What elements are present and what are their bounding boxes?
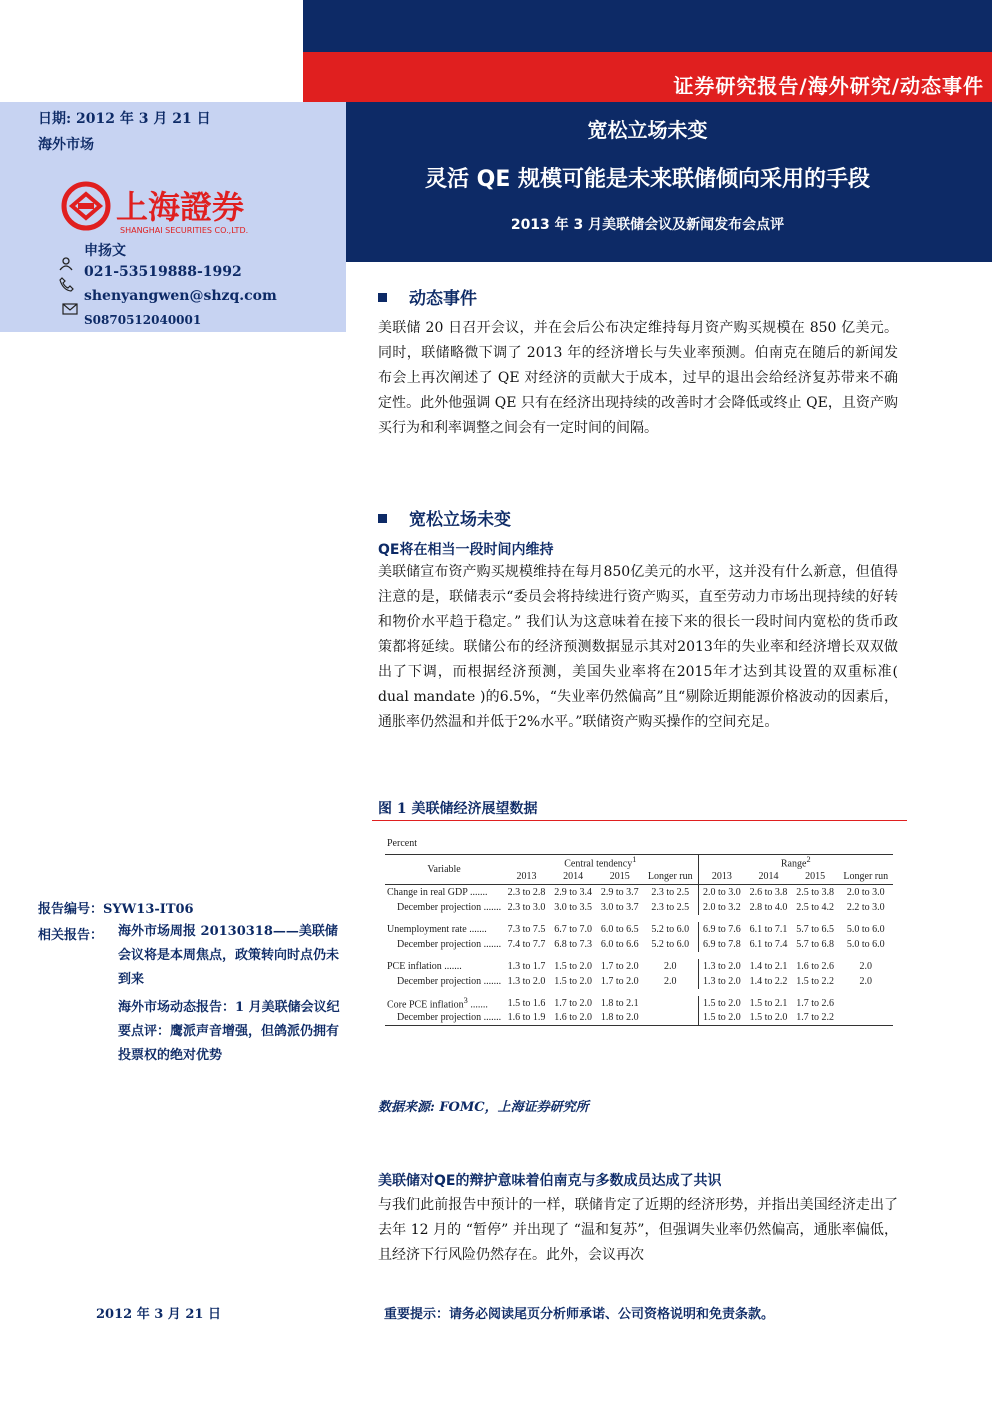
analyst-certificate: S0870512040001: [84, 313, 202, 327]
bullet-square-icon: [378, 514, 387, 523]
row-label: December projection .......: [397, 901, 502, 913]
header-category-band: [303, 52, 992, 102]
report-category: 证券研究报告/海外研究/动态事件: [673, 74, 984, 98]
table-cell: 1.7 to 2.6: [796, 997, 835, 1009]
table-cell: 1.7 to 2.0: [554, 997, 592, 1009]
table-cell: 1.7 to 2.0: [600, 975, 639, 987]
table-column-header: Longer run: [643, 870, 698, 885]
central-tendency-header: Central tendency$^1$: [503, 855, 698, 870]
table-unit-label: Percent: [387, 838, 417, 849]
table-cell: 6.0 to 6.6: [600, 938, 639, 950]
figure-title: 图 1 美联储经济展望数据: [378, 801, 538, 817]
table-cell: 1.7 to 2.2: [792, 1011, 839, 1026]
table-row: [385, 996, 893, 1011]
table-cell: 5.7 to 6.8: [796, 938, 835, 950]
table-cell: 2.9 to 3.7: [600, 886, 639, 898]
table-cell: 1.8 to 2.0: [596, 1011, 643, 1026]
table-row: [385, 900, 893, 915]
table-cell: 1.7 to 2.0: [600, 960, 639, 972]
table-cell: 6.1 to 7.4: [749, 938, 788, 950]
table-column-header: 2015: [792, 870, 839, 885]
table-cell: 3.0 to 3.7: [600, 901, 639, 913]
row-label: Unemployment rate .......: [387, 923, 487, 935]
table-row: [385, 974, 893, 989]
table-cell: 2.3 to 2.8: [507, 886, 546, 898]
table-cell: 6.7 to 7.0: [554, 923, 592, 935]
section-heading-stance: 宽松立场未变: [378, 505, 511, 530]
report-subtitle: 灵活 QE 规模可能是未来联储倾向采用的手段: [424, 167, 871, 192]
section-event-body: 美联储 20 日召开会议，并在会后公布决定维持每月资产购买规模在 850 亿美元。同时，联储略微下调了 2013 年的经济增长与失业率预测。伯南克在随后的新闻发布会上再次阐述了 QE 对经济的贡献大于成本，过早的退出会给经济复苏带来不确定性。此外他强调 QE 只有在经济出现持续的改善时才会降低或终止 QE，且资产购买行为和利率调整之间会有一定时间的间隔。: [378, 320, 898, 436]
table-cell: 2.0: [664, 960, 677, 972]
section-stance-body: 美联储宣布资产购买规模维持在每月850亿美元的水平，这并没有什么新意，但值得注意的是，联储表示“委员会将持续进行资产购买，直至劳动力市场出现持续的好转和物价水平趋于稳定。” 我们认为这意味着在接下来的很长一段时间内宽松的货币政策都将延续。联储公布的经济预测数据显示其对2013年的失业率和经济增长双双做出了下调，而根据经济预测，美国失业率将在2015年才达到其设置的双重标准( dual mandate )的6.5%，“失业率仍然偏高”且“剔除近期能源价格波动的因素后，通胀率仍然温和并低于2%水平。”联储资产购买操作的空间充足。: [378, 564, 898, 730]
company-logo: [58, 180, 298, 240]
row-label: December projection .......: [385, 1011, 503, 1026]
table-cell: 2.9 to 3.4: [554, 886, 592, 898]
table-cell: 5.0 to 6.0: [846, 938, 885, 950]
bullet-square-icon: [378, 293, 387, 302]
table-cell: 1.5 to 2.0: [745, 1011, 792, 1026]
variable-header: Variable: [385, 855, 503, 885]
table-cell: 6.9 to 7.6: [698, 922, 745, 937]
header-top-band: [303, 0, 992, 52]
table-cell: 1.5 to 2.0: [698, 996, 745, 1011]
section-heading-event: 动态事件: [378, 284, 477, 309]
table-cell: 1.8 to 2.1: [600, 997, 639, 1009]
analyst-phone: 021-53519888-1992: [84, 264, 242, 280]
table-cell: 6.1 to 7.1: [749, 923, 788, 935]
row-label: PCE inflation .......: [387, 960, 462, 972]
table-cell: 1.5 to 2.0: [554, 960, 592, 972]
table-row: [385, 1011, 893, 1026]
table-row: [385, 922, 893, 937]
related-report-link[interactable]: 海外市场周报 20130318——美联储会议将是本周焦点，政策转向时点仍未到来: [118, 924, 340, 987]
table-cell: 1.4 to 2.2: [749, 975, 788, 987]
table-column-header: 2015: [596, 870, 643, 885]
analyst-email[interactable]: shenyangwen@shzq.com: [84, 288, 277, 304]
table-cell: 1.5 to 2.0: [554, 975, 592, 987]
mail-icon: [62, 300, 78, 312]
table-cell: 6.9 to 7.8: [698, 937, 745, 952]
table-cell: 1.6 to 2.6: [796, 960, 835, 972]
phone-icon: [58, 276, 74, 292]
table-cell: [839, 1011, 894, 1026]
table-cell: 6.8 to 7.3: [554, 938, 592, 950]
section-consensus-body: 与我们此前报告中预计的一样，联储肯定了近期的经济形势，并指出美国经济走出了去年 12 月的 “暂停” 并出现了 “温和复苏”，但强调失业率仍然偏高，通胀率偏低，且经济下行风险仍然存在。此外，会议再次: [378, 1197, 898, 1263]
market-label: 海外市场: [38, 137, 94, 153]
person-icon: [58, 256, 74, 270]
table-cell: 2.0: [859, 960, 872, 972]
table-cell: 1.6 to 2.0: [550, 1011, 597, 1026]
figure-divider: [372, 820, 907, 821]
table-cell: [643, 1011, 698, 1026]
table-column-header: 2013: [503, 870, 550, 885]
report-date: 日期: 2012 年 3 月 21 日: [38, 111, 211, 127]
table-cell: 1.5 to 2.0: [698, 1011, 745, 1026]
table-column-header: 2014: [550, 870, 597, 885]
table-cell: 1.5 to 2.2: [796, 975, 835, 987]
subheading-qe: QE将在相当一段时间内维持: [378, 542, 554, 558]
table-cell: 7.3 to 7.5: [507, 923, 546, 935]
related-report-link[interactable]: 海外市场动态报告：1 月美联储会议纪要点评：鹰派声音增强，但鸽派仍拥有投票权的绝对优势: [118, 1000, 340, 1063]
table-cell: 2.0 to 3.0: [698, 885, 745, 900]
table-cell: 2.8 to 4.0: [749, 901, 788, 913]
table-cell: 1.5 to 1.6: [507, 997, 546, 1009]
table-column-header: Longer run: [839, 870, 894, 885]
table-cell: 2.6 to 3.8: [749, 886, 788, 898]
table-cell: 2.2 to 3.0: [846, 901, 885, 913]
table-cell: 2.0: [859, 975, 872, 987]
table-cell: 1.5 to 2.1: [749, 997, 788, 1009]
row-label: Change in real GDP .......: [387, 886, 488, 898]
table-row: [385, 885, 893, 900]
table-cell: 2.3 to 3.0: [507, 901, 546, 913]
figure-source: 数据来源: FOMC，上海证券研究所: [378, 1100, 589, 1115]
table-cell: 5.0 to 6.0: [846, 923, 885, 935]
table-cell: 2.3 to 2.5: [651, 901, 690, 913]
footer-disclaimer: 重要提示：请务必阅读尾页分析师承诺、公司资格说明和免责条款。: [384, 1307, 775, 1322]
table-cell: 2.0 to 3.0: [846, 886, 885, 898]
table-cell: 2.0: [664, 975, 677, 987]
table-cell: 1.3 to 2.0: [507, 975, 546, 987]
table-row: [385, 959, 893, 974]
table-cell: 2.5 to 4.2: [796, 901, 835, 913]
header-title-band: [303, 102, 992, 262]
table-cell: [643, 996, 698, 1011]
report-tagline: 2013 年 3 月美联储会议及新闻发布会点评: [510, 217, 785, 233]
svg-text:上海證券: 上海證券: [116, 188, 245, 226]
table-column-header: 2013: [698, 870, 745, 885]
subheading-consensus: 美联储对QE的辩护意味着伯南克与多数成员达成了共识: [378, 1173, 722, 1189]
table-cell: 1.4 to 2.1: [749, 960, 788, 972]
table-cell: 6.0 to 6.5: [600, 923, 639, 935]
table-cell: 5.2 to 6.0: [651, 923, 690, 935]
table-cell: 5.2 to 6.0: [651, 938, 690, 950]
table-cell: 2.0 to 3.2: [698, 900, 745, 915]
table-cell: 2.5 to 3.8: [796, 886, 835, 898]
table-cell: 5.7 to 6.5: [796, 923, 835, 935]
fomc-projection-table: [385, 838, 893, 1074]
table-cell: 1.3 to 2.0: [698, 974, 745, 989]
table-cell: 3.0 to 3.5: [554, 901, 592, 913]
table-cell: 1.3 to 2.0: [698, 959, 745, 974]
table-column-header: 2014: [745, 870, 792, 885]
footer-date: 2012 年 3 月 21 日: [96, 1307, 221, 1322]
report-number: 报告编号：SYW13-IT06: [38, 902, 194, 917]
table-cell: 7.4 to 7.7: [507, 938, 546, 950]
row-label: December projection .......: [397, 975, 502, 987]
table-cell: 1.3 to 1.7: [507, 960, 546, 972]
table-row: [385, 937, 893, 952]
row-label: December projection .......: [397, 938, 502, 950]
table-cell: [839, 996, 894, 1011]
svg-text:SHANGHAI SECURITIES CO.,LTD.: SHANGHAI SECURITIES CO.,LTD.: [120, 226, 249, 235]
report-title: 宽松立场未变: [587, 118, 708, 142]
table-cell: 1.6 to 1.9: [503, 1011, 550, 1026]
row-label: Core PCE inflation$^3$ .......: [387, 995, 488, 1011]
table-cell: 2.3 to 2.5: [651, 886, 690, 898]
analyst-name: 申扬文: [84, 243, 126, 259]
range-header: Range$^2$: [698, 855, 893, 870]
related-reports-label: 相关报告：: [38, 928, 104, 943]
